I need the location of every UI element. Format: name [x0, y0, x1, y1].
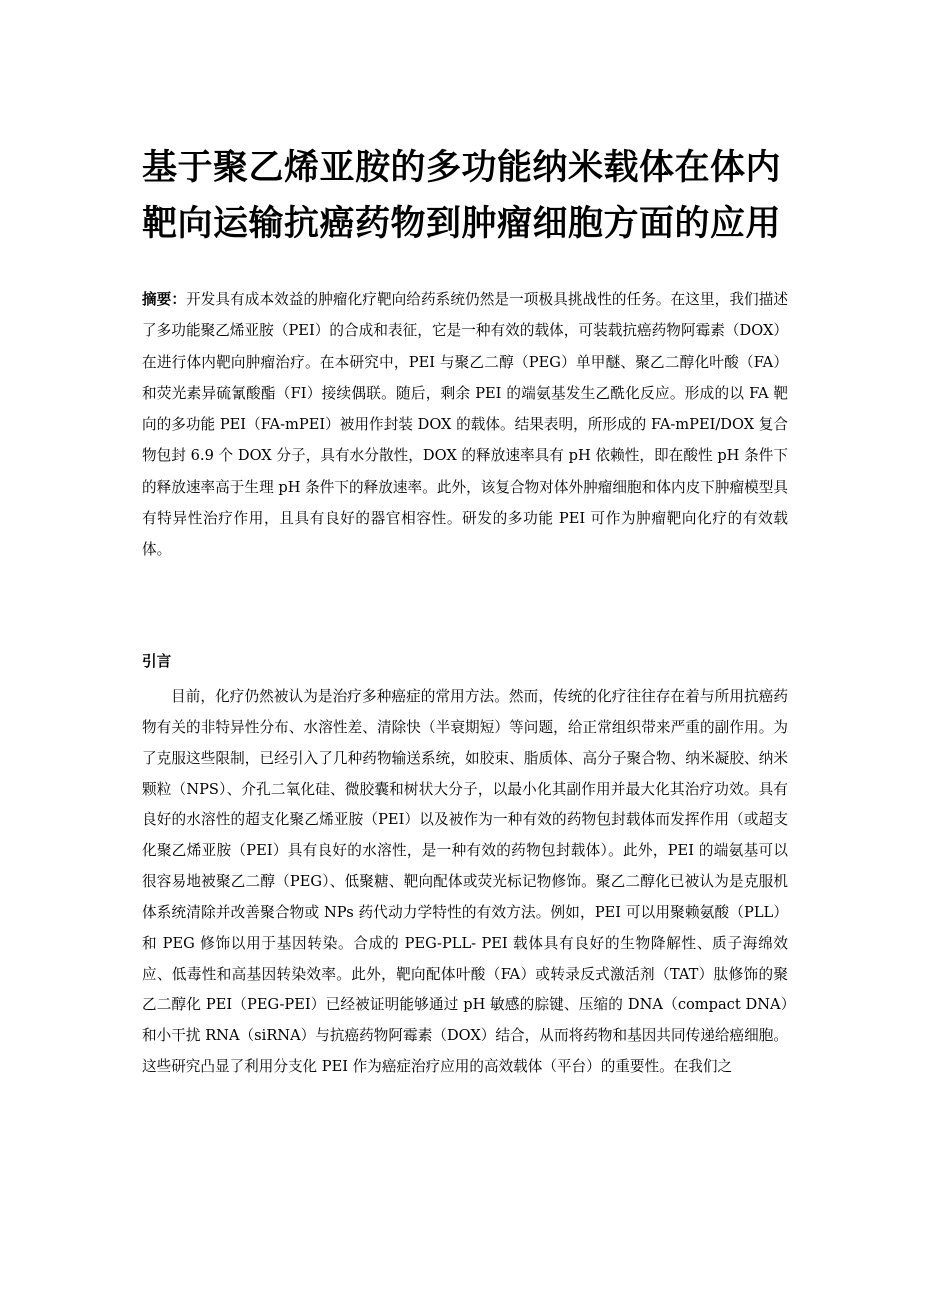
title-line-1: 基于聚乙烯亚胺的多功能纳米载体在体内 — [142, 148, 782, 188]
title-line-2: 靶向运输抗癌药物到肿瘤细胞方面的应用 — [142, 204, 782, 244]
abstract-label: 摘要： — [142, 291, 187, 308]
abstract — [142, 284, 788, 566]
abstract-text: 开发具有成本效益的肿瘤化疗靶向给药系统仍然是一项极具挑战性的任务。在这里，我们描述了多功能聚乙烯亚胺（PEI）的合成和表征，它是一种有效的载体，可装载抗癌药物阿霉素（DOX）在进行体内靶向肿瘤治疗。在本研究中，PEI 与聚乙二醇（PEG）单甲醚、聚乙二醇化叶酸（FA）和荧光素异硫氰酸酯（FI）接续偶联。随后，剩余 PEI 的端氨基发生乙酰化反应。形成的以 FA 靶向的多功能 PEI（FA-mPEI）被用作封装 DOX 的载体。结果表明，所形成的 FA-mPEI/DOX 复合物包封 6.9 个 DOX 分子，具有水分散性，DOX 的释放速率具有 pH 依赖性，即在酸性 pH 条件下的释放速率高于生理 pH 条件下的释放速率。此外，该复合物对体外肿瘤细胞和体内皮下肿瘤模型具有特异性治疗作用，且具有良好的器官相容性。研发的多功能 PEI 可作为肿瘤靶向化疗的有效载体。 — [142, 291, 788, 559]
introduction-paragraph: 目前，化疗仍然被认为是治疗多种癌症的常用方法。然而，传统的化疗往往存在着与所用抗癌药物有关的非特异性分布、水溶性差、清除快（半衰期短）等问题，给正常组织带来严重的副作用。为了克服这些限制，已经引入了几种药物输送系统，如胶束、脂质体、高分子聚合物、纳米凝胶、纳米颗粒（NPS）、介孔二氧化硅、微胶囊和树状大分子，以最小化其副作用并最大化其治疗功效。具有良好的水溶性的超支化聚乙烯亚胺（PEI）以及被作为一种有效的药物包封载体而发挥作用（或超支化聚乙烯亚胺（PEI）具有良好的水溶性，是一种有效的药物包封载体）。此外，PEI 的端氨基可以很容易地被聚乙二醇（PEG）、低聚糖、靶向配体或荧光标记物修饰。聚乙二醇化已被认为是克服机体系统清除并改善聚合物或 NPs 药代动力学特性的有效方法。例如，PEI 可以用聚赖氨酸（PLL）和 PEG 修饰以用于基因转染。合成的 PEG-PLL- PEI 载体具有良好的生物降解性、质子海绵效应、低毒性和高基因转染效率。此外，靶向配体叶酸（FA）或转录反式激活剂（TAT）肽修饰的聚乙二醇化 PEI（PEG-PEI）已经被证明能够通过 pH 敏感的腙键、压缩的 DNA（compact DNA）和小干扰 RNA（siRNA）与抗癌药物阿霉素（DOX）结合，从而将药物和基因共同传递给癌细胞。这些研究凸显了利用分支化 PEI 作为癌症治疗应用的高效载体（平台）的重要性。在我们之 — [142, 688, 788, 1076]
paper-title — [142, 140, 802, 252]
introduction-heading: 引言 — [142, 653, 172, 670]
